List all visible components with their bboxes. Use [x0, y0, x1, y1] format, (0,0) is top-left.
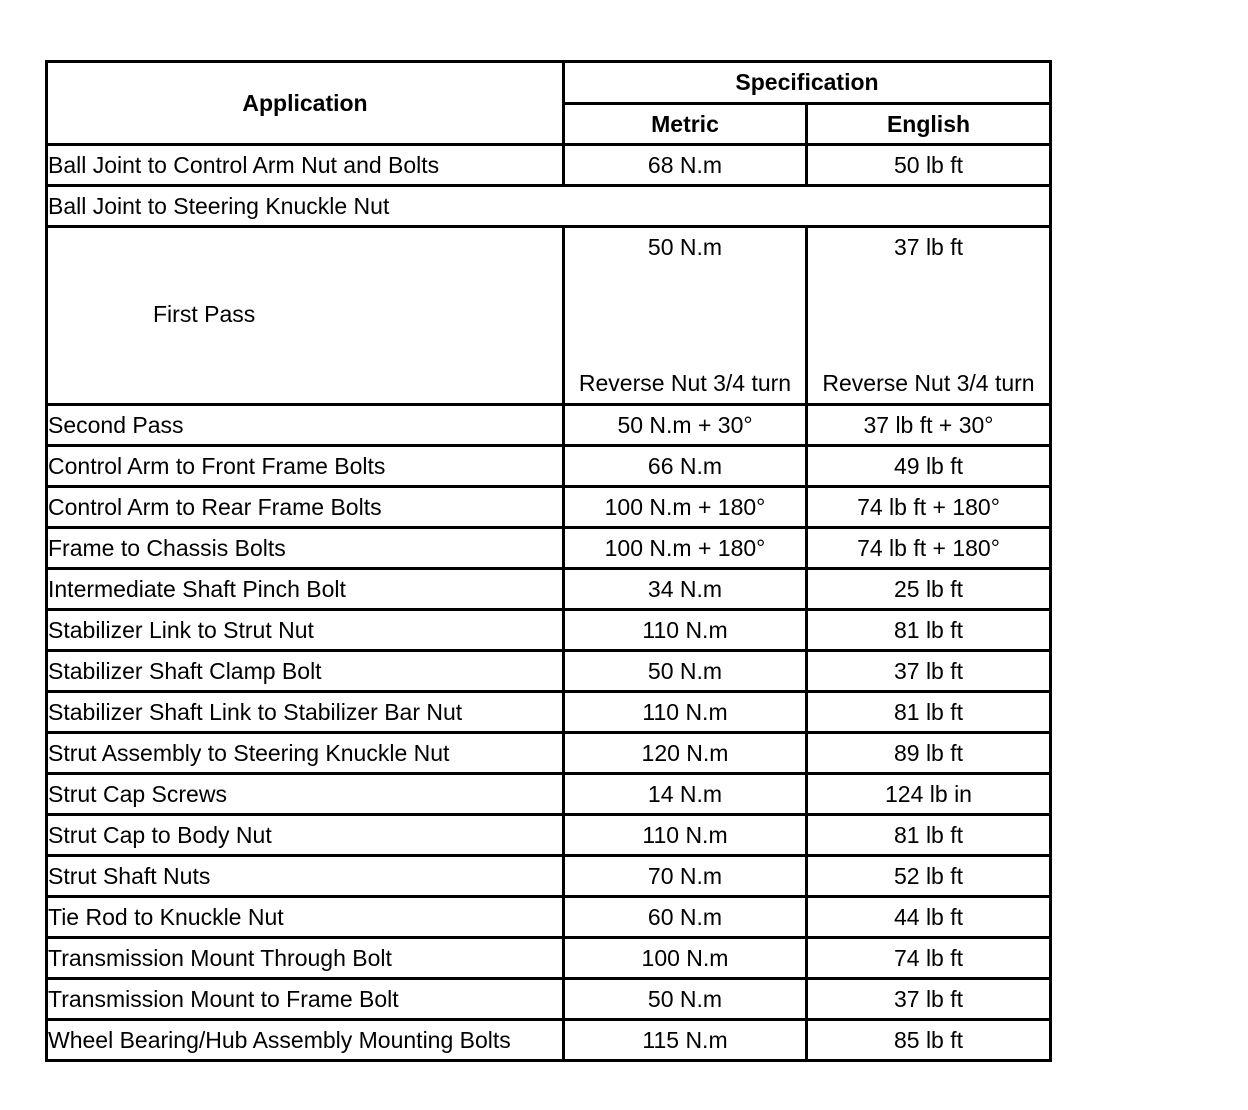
english-value: 37 lb ft	[893, 234, 964, 260]
application-group-cell: Ball Joint to Steering Knuckle Nut	[47, 186, 1051, 227]
metric-cell: 14 N.m	[564, 774, 807, 815]
header-application: Application	[47, 62, 564, 145]
english-cell: 81 lb ft	[807, 692, 1051, 733]
metric-cell: 70 N.m	[564, 856, 807, 897]
metric-cell: 50 N.m	[564, 979, 807, 1020]
english-cell: 52 lb ft	[807, 856, 1051, 897]
metric-cell: 115 N.m	[564, 1020, 807, 1061]
application-cell: Wheel Bearing/Hub Assembly Mounting Bolts	[47, 1020, 564, 1061]
application-cell: Strut Cap Screws	[47, 774, 564, 815]
application-cell: Tie Rod to Knuckle Nut	[47, 897, 564, 938]
torque-spec-table	[45, 60, 1052, 1062]
table-row	[47, 610, 1051, 651]
english-cell: 49 lb ft	[807, 446, 1051, 487]
english-cell: 44 lb ft	[807, 897, 1051, 938]
metric-cell: 100 N.m + 180°	[564, 528, 807, 569]
english-cell: 89 lb ft	[807, 733, 1051, 774]
table-row	[47, 186, 1051, 227]
application-cell: Frame to Chassis Bolts	[47, 528, 564, 569]
english-cell: 37 lb ft	[807, 651, 1051, 692]
application-cell: Control Arm to Rear Frame Bolts	[47, 487, 564, 528]
table-row	[47, 856, 1051, 897]
table-row	[47, 528, 1051, 569]
table-row	[47, 227, 1051, 405]
table-row	[47, 487, 1051, 528]
metric-cell: 100 N.m	[564, 938, 807, 979]
application-cell: Stabilizer Link to Strut Nut	[47, 610, 564, 651]
table-row	[47, 815, 1051, 856]
table-row	[47, 569, 1051, 610]
first-pass-label: First Pass	[153, 301, 256, 327]
english-cell: 74 lb ft	[807, 938, 1051, 979]
english-cell: 124 lb in	[807, 774, 1051, 815]
table-row	[47, 692, 1051, 733]
application-cell	[47, 227, 564, 405]
table-row	[47, 774, 1051, 815]
table-row	[47, 733, 1051, 774]
table-row	[47, 897, 1051, 938]
table-row	[47, 651, 1051, 692]
table-row	[47, 145, 1051, 186]
table-row	[47, 1020, 1051, 1061]
metric-cell: 110 N.m	[564, 692, 807, 733]
english-note: Reverse Nut 3/4 turn	[822, 370, 1035, 396]
english-cell: 37 lb ft + 30°	[807, 405, 1051, 446]
header-metric: Metric	[564, 104, 807, 145]
application-cell: Stabilizer Shaft Link to Stabilizer Bar Nut	[47, 692, 564, 733]
metric-cell: 50 N.m	[564, 651, 807, 692]
metric-cell	[564, 227, 807, 405]
english-cell: 25 lb ft	[807, 569, 1051, 610]
application-cell: Intermediate Shaft Pinch Bolt	[47, 569, 564, 610]
metric-cell: 120 N.m	[564, 733, 807, 774]
english-cell: 50 lb ft	[807, 145, 1051, 186]
table-row	[47, 405, 1051, 446]
application-cell: Ball Joint to Control Arm Nut and Bolts	[47, 145, 564, 186]
application-cell: Control Arm to Front Frame Bolts	[47, 446, 564, 487]
table-row	[47, 938, 1051, 979]
application-cell: Strut Assembly to Steering Knuckle Nut	[47, 733, 564, 774]
metric-cell: 68 N.m	[564, 145, 807, 186]
table-row	[47, 446, 1051, 487]
metric-cell: 100 N.m + 180°	[564, 487, 807, 528]
application-cell: Transmission Mount to Frame Bolt	[47, 979, 564, 1020]
english-cell: 74 lb ft + 180°	[807, 528, 1051, 569]
table-row	[47, 979, 1051, 1020]
metric-cell: 34 N.m	[564, 569, 807, 610]
application-cell: Second Pass	[47, 405, 564, 446]
metric-cell: 66 N.m	[564, 446, 807, 487]
metric-cell: 110 N.m	[564, 610, 807, 651]
metric-cell: 60 N.m	[564, 897, 807, 938]
english-cell: 81 lb ft	[807, 815, 1051, 856]
english-cell: 81 lb ft	[807, 610, 1051, 651]
application-cell: Strut Cap to Body Nut	[47, 815, 564, 856]
application-cell: Transmission Mount Through Bolt	[47, 938, 564, 979]
metric-note: Reverse Nut 3/4 turn	[578, 370, 792, 396]
english-cell: 37 lb ft	[807, 979, 1051, 1020]
metric-cell: 110 N.m	[564, 815, 807, 856]
metric-value: 50 N.m	[647, 234, 723, 260]
application-cell: Stabilizer Shaft Clamp Bolt	[47, 651, 564, 692]
metric-cell: 50 N.m + 30°	[564, 405, 807, 446]
english-cell: 74 lb ft + 180°	[807, 487, 1051, 528]
header-english: English	[807, 104, 1051, 145]
english-cell	[807, 227, 1051, 405]
english-cell: 85 lb ft	[807, 1020, 1051, 1061]
header-specification: Specification	[564, 62, 1051, 104]
application-cell: Strut Shaft Nuts	[47, 856, 564, 897]
